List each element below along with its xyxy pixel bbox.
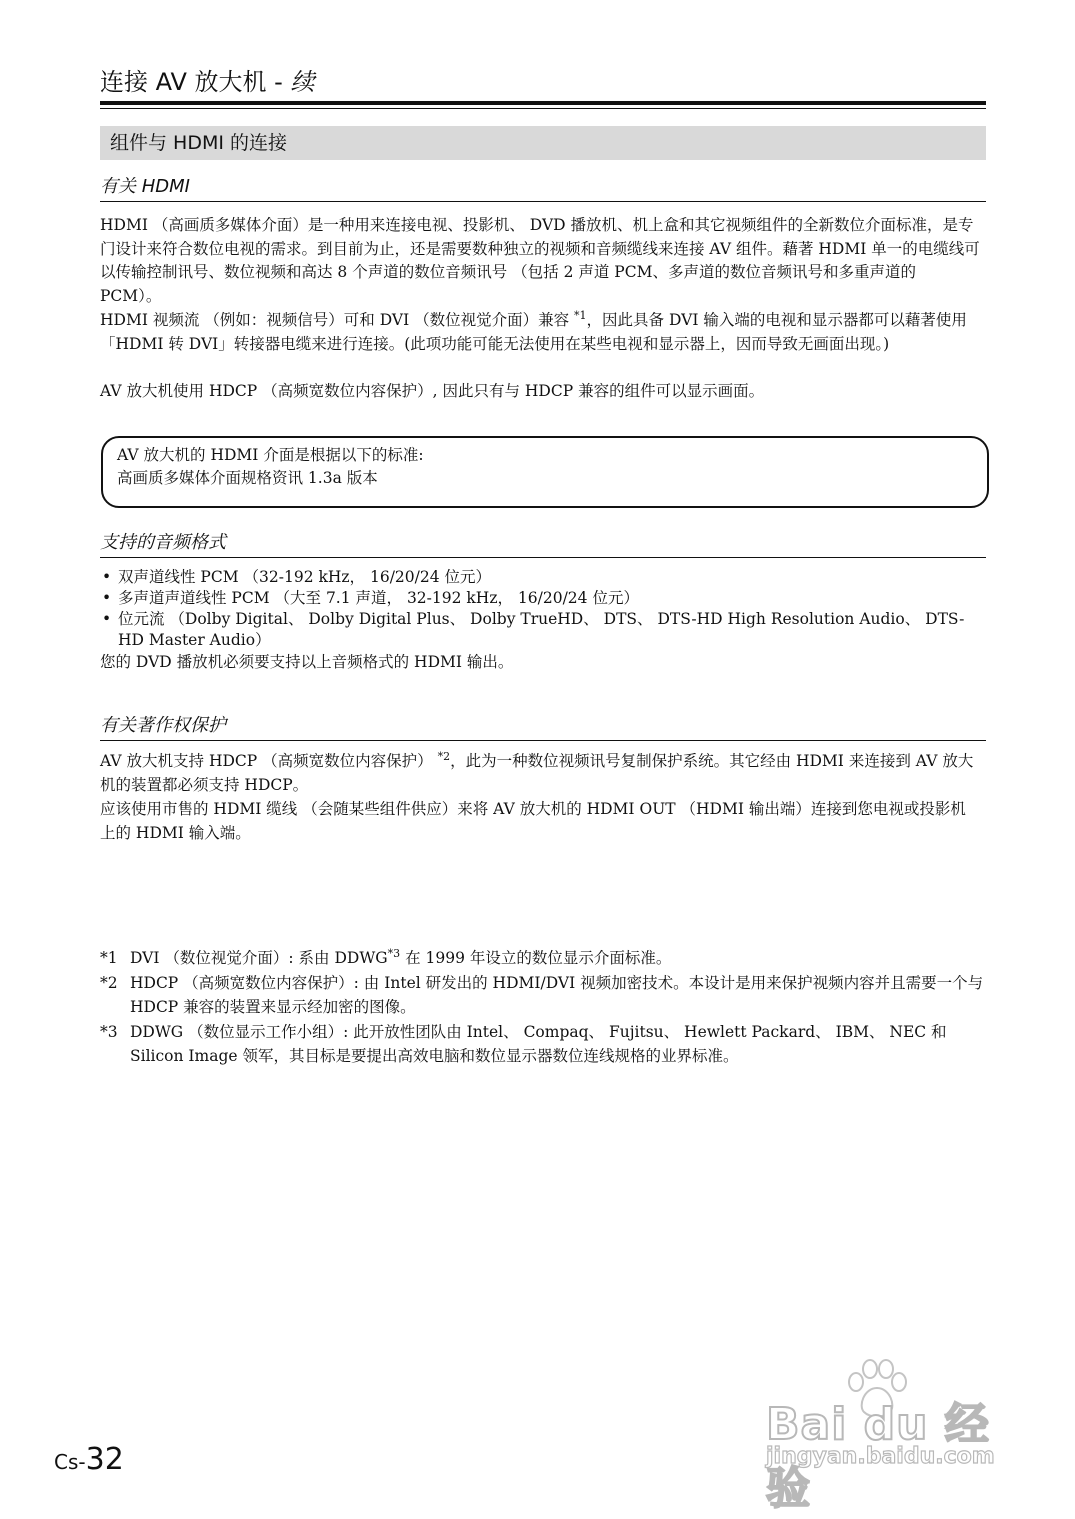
notice-line-1: AV 放大机的 HDMI 介面是根据以下的标准: <box>117 446 424 464</box>
audio-formats-note: 您的 DVD 播放机必须要支持以上音频格式的 HDMI 输出。 <box>100 653 514 671</box>
continued-label: 续 <box>290 68 315 96</box>
audio-formats-list <box>100 567 980 651</box>
footnote-mark: *2 <box>100 973 118 992</box>
watermark-url: jingyan.baidu.com <box>766 1444 995 1469</box>
footnote-2: *2 HDCP （高频宽数位内容保护）: 由 Intel 研发出的 HDMI/DVI 视频加密技术。本设计是用来保护视频内容并且需要一个与 HDCP 兼容的装置来显示经加密的图像。 <box>100 971 986 1020</box>
footnote-mark: *1 <box>100 949 118 967</box>
list-item: • 多声道声道线性 PCM （大至 7.1 声道， 32-192 kHz， 16/20/24 位元） <box>100 588 980 609</box>
copyright-heading: 有关著作权保护 <box>100 714 986 741</box>
footnote-ref-2: *2 <box>437 749 451 763</box>
list-item: • 位元流 （Dolby Digital、 Dolby Digital Plus、 Dolby TrueHD、 DTS、 DTS-HD High Resolution Audio、 DTS-HD Master Audio） <box>100 609 980 651</box>
about-hdmi-paragraph-1: HDMI （高画质多媒体介面）是一种用来连接电视、投影机、 DVD 播放机、机上盒和其它视频组件的全新数位介面标准，是专门设计来符合数位电视的需求。到目前为止，还是需要数种独立的视频和音频缆线来连接 AV 组件。藉著 HDMI 单一的电缆线可以传输控制讯号、数位视频和高达 8 个声道的数位音频讯号 （包括 2 声道 PCM、多声道的数位音频讯号和多重声道的 PCM）。 <box>100 216 980 305</box>
section-title: 组件与 HDMI 的连接 <box>110 132 287 154</box>
standard-notice-box <box>101 436 989 508</box>
copyright-paragraph-2: 应该使用市售的 HDMI 缆线 （会随某些组件供应）来将 AV 放大机的 HDMI OUT （HDMI 输出端）连接到您电视或投影机上的 HDMI 输入端。 <box>100 800 966 842</box>
footnote-ref-1: *1 <box>574 308 587 322</box>
footnote-1: *1 DVI （数位视觉介面）: 系由 DDWG$^{*3}$ 在 1999 年设立的数位显示介面标准。 <box>100 946 986 971</box>
baidu-watermark <box>760 1358 1030 1514</box>
audio-formats-heading: 支持的音频格式 <box>100 531 986 558</box>
page-title: 连接 AV 放大机 - 续 <box>100 68 315 96</box>
footnote-ref-3: *3 <box>387 946 401 960</box>
watermark-logo: Bai du 经验 <box>766 1399 990 1514</box>
footnote-mark: *3 <box>100 1022 118 1041</box>
notice-line-2: 高画质多媒体介面规格资讯 1.3a 版本 <box>117 469 378 487</box>
section-bar <box>100 126 986 160</box>
about-hdmi-paragraph-3: AV 放大机使用 HDCP （高频宽数位内容保护）, 因此只有与 HDCP 兼容的组件可以显示画面。 <box>100 382 765 400</box>
copyright-paragraph-1: AV 放大机支持 HDCP （高频宽数位内容保护） $^{*2}$，此为一种数位视频讯号复制保护系统。其它经由 HDMI 来连接到 AV 放大机的装置都必须支持 HDCP。 <box>100 749 974 794</box>
footnote-3: *3 DDWG （数位显示工作小组）: 此开放性团队由 Intel、 Compaq、 Fujitsu、 Hewlett Packard、 IBM、 NEC 和 Silicon Image 领军，其目标是要提出高效电脑和数位显示器数位连线规格的业界标准。 <box>100 1020 986 1069</box>
page-number: Cs-32 <box>54 1442 124 1477</box>
about-hdmi-paragraph-2: HDMI 视频流 （例如：视频信号）可和 DVI （数位视觉介面）兼容 $^{*1}$，因此具备 DVI 输入端的电视和显示器都可以藉著使用 「HDMI 转 DVI」转接器电缆来进行连接。(此项功能可能无法使用在某些电视和显示器上，因而导致无画面出现。) <box>100 308 967 353</box>
about-hdmi-heading: 有关 HDMI <box>100 175 986 202</box>
header-rule-thick <box>100 101 986 105</box>
footnotes <box>100 946 986 1069</box>
header-rule-thin <box>100 108 986 109</box>
list-item: • 双声道线性 PCM （32-192 kHz， 16/20/24 位元） <box>100 567 980 588</box>
